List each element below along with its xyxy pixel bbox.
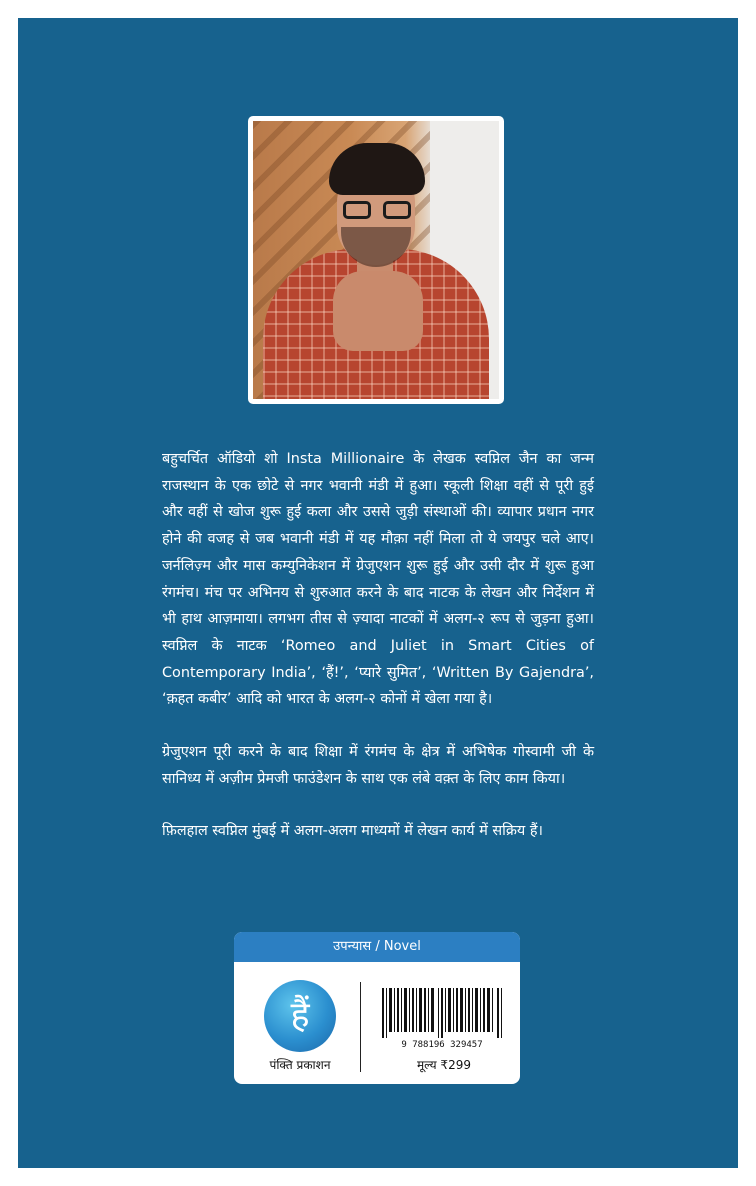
isbn-digits: 9 788196 329457 (401, 1040, 483, 1050)
back-cover (18, 18, 738, 1168)
bio-paragraph-2: ग्रेजुएशन पूरी करने के बाद शिक्षा में रंगमंच के क्षेत्र में अभिषेक गोस्वामी जी के सानिध्य में अज़ीम प्रेमजी फाउंडेशन के साथ एक लंबे वक़्त के लिए काम किया। (162, 744, 594, 787)
publisher-logo-icon: हैं (264, 980, 336, 1052)
publisher-name: पंक्ति प्रकाशन (269, 1058, 331, 1072)
bio-paragraph-3: फ़िलहाल स्वप्निल मुंबई में अलग-अलग माध्यमों में लेखन कार्य में सक्रिय हैं। (162, 823, 543, 840)
price-label: मूल्य ₹299 (417, 1058, 471, 1072)
publisher-badge (234, 932, 520, 1084)
author-bio (162, 446, 594, 871)
barcode-icon (382, 988, 504, 1038)
author-photo (253, 121, 499, 399)
category-label: उपन्यास / Novel (234, 932, 520, 962)
bio-paragraph-1: बहुचर्चित ऑडियो शो Insta Millionaire के लेखक स्वप्निल जैन का जन्म राजस्थान के एक छोटे से नगर भवानी मंडी में हुआ। स्कूली शिक्षा वहीं से पूरी हुई और वहीं से खोज शुरू हुई कला और उससे जुड़ी संस्थाओं की। व्यापार प्रधान नगर होने की वजह से जब भवानी मंडी में यह मौक़ा नहीं मिला तो ये जयपुर चले आए। जर्नलिज़्म और मास कम्युनिकेशन में ग्रेजुएशन शुरू हुई और उसी दौर में शुरू हुआ रंगमंच। मंच पर अभिनय से शुरुआत करने के बाद नाटक के लेखन और निर्देशन में भी हाथ आज़माया। लगभग तीस से ज़्यादा नाटकों में अलग-२ रूप से जुड़ना हुआ। स्वप्निल के नाटक ‘Romeo and Juliet in Smart Cities of Contemporary India’, ‘हैं!’, ‘प्यारे सुमित’, ‘Written By Gajendra’, ‘क़हत कबीर’ आदि को भारत के अलग-२ कोनों में खेला गया है। (162, 451, 594, 708)
author-photo-frame (248, 116, 504, 404)
badge-divider (360, 982, 361, 1072)
